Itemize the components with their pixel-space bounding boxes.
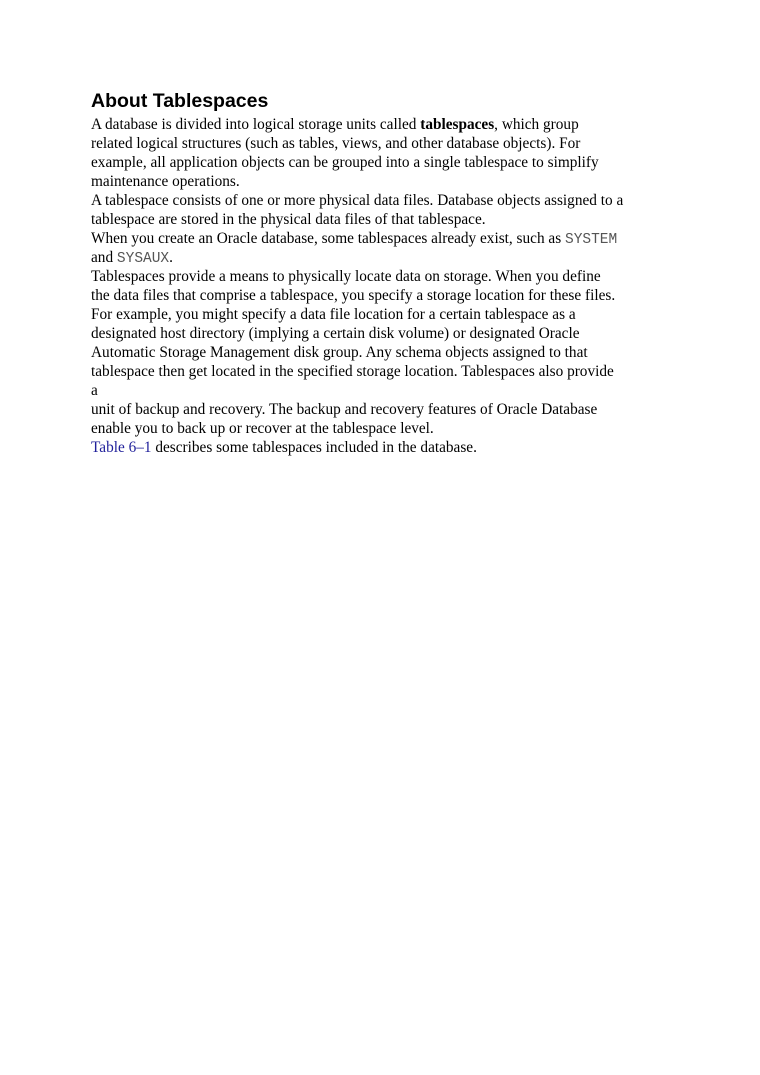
text-run: , which group bbox=[494, 116, 579, 133]
text-run: When you create an Oracle database, some tablespaces already exist, such as bbox=[91, 230, 565, 247]
page-title: About Tablespaces bbox=[91, 90, 269, 112]
text-line: For example, you might specify a data file location for a certain tablespace as a bbox=[91, 306, 576, 323]
text-run: A database is divided into logical storage units called bbox=[91, 116, 421, 133]
text-line bbox=[91, 229, 681, 248]
paragraph-storage-location bbox=[91, 267, 681, 438]
paragraph-tablespaces-intro bbox=[91, 115, 681, 191]
table-6-1-link[interactable]: Table 6–1 bbox=[91, 439, 152, 456]
text-line: a bbox=[91, 382, 98, 399]
text-line: example, all application objects can be grouped into a single tablespace to simplify bbox=[91, 154, 599, 171]
text-line: the data files that comprise a tablespace, you specify a storage location for these files. bbox=[91, 287, 616, 304]
code-sysaux: SYSAUX bbox=[116, 251, 170, 267]
text-line: Automatic Storage Management disk group. Any schema objects assigned to that bbox=[91, 344, 588, 361]
text-run: and bbox=[91, 249, 117, 266]
text-line: Tablespaces provide a means to physically locate data on storage. When you define bbox=[91, 268, 601, 285]
text-line: enable you to back up or recover at the tablespace level. bbox=[91, 420, 434, 437]
document-page bbox=[91, 89, 681, 457]
paragraph-data-files bbox=[91, 191, 681, 229]
text-line: related logical structures (such as tables, views, and other database objects). For bbox=[91, 135, 581, 152]
code-system: SYSTEM bbox=[565, 232, 618, 248]
text-line: unit of backup and recovery. The backup and recovery features of Oracle Database bbox=[91, 401, 598, 418]
text-run: . bbox=[169, 249, 173, 266]
text-line: designated host directory (implying a certain disk volume) or designated Oracle bbox=[91, 325, 580, 342]
text-line: A tablespace consists of one or more physical data files. Database objects assigned to a bbox=[91, 192, 624, 209]
paragraph-table-reference bbox=[91, 438, 681, 457]
text-line bbox=[91, 248, 681, 267]
text-run: describes some tablespaces included in the database. bbox=[151, 439, 477, 456]
bold-term: tablespaces bbox=[420, 116, 495, 133]
text-line: tablespace then get located in the specified storage location. Tablespaces also provide bbox=[91, 363, 614, 380]
text-line: tablespace are stored in the physical data files of that tablespace. bbox=[91, 211, 486, 228]
text-line bbox=[91, 438, 681, 457]
text-line: maintenance operations. bbox=[91, 173, 240, 190]
text-line bbox=[91, 115, 681, 134]
paragraph-default-tablespaces bbox=[91, 229, 681, 267]
